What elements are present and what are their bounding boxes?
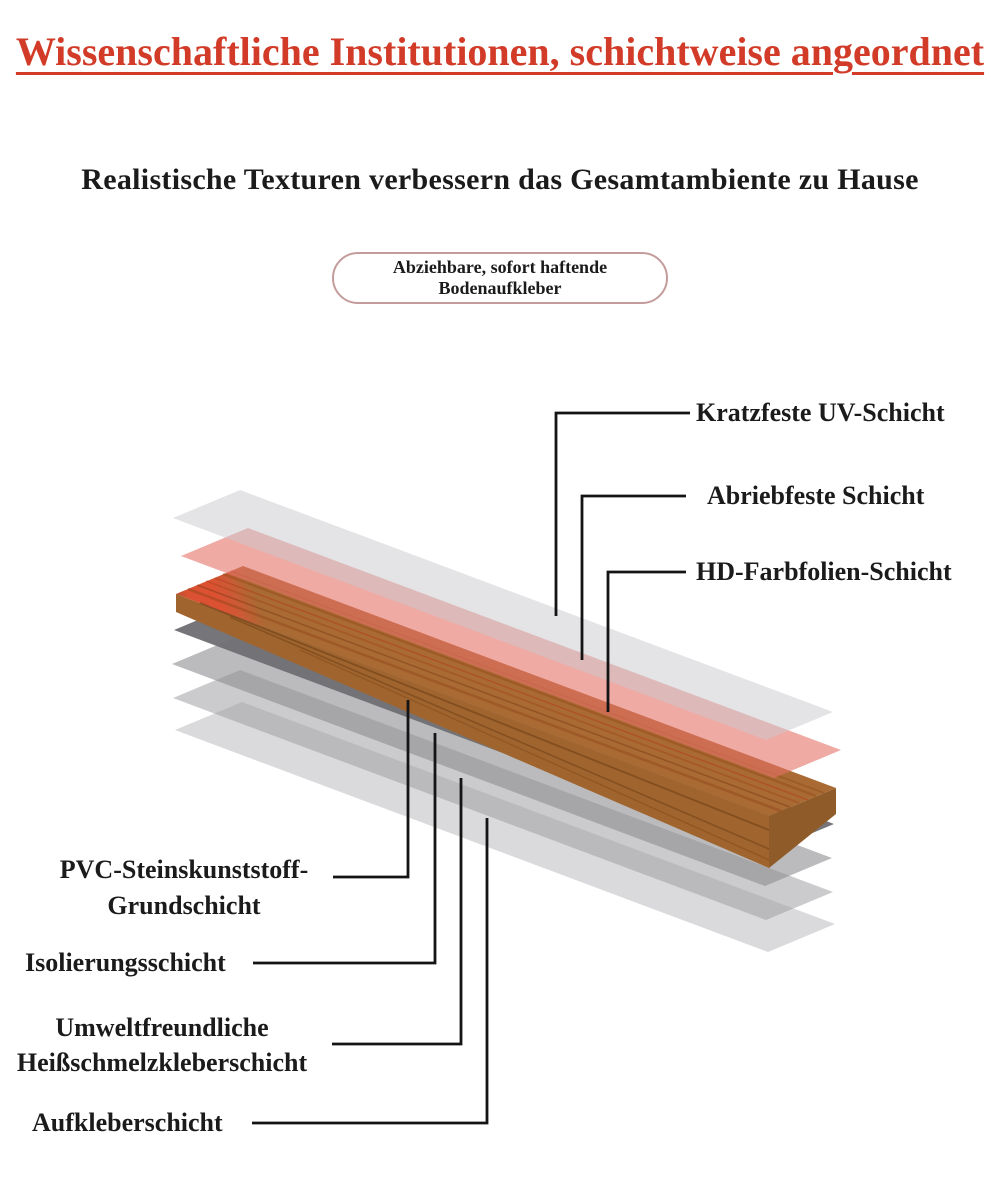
page-subtitle: Realistische Texturen verbessern das Gesamtambiente zu Hause bbox=[81, 163, 919, 196]
badge-line-1: Abziehbare, sofort haftende bbox=[392, 257, 608, 277]
page-title: Wissenschaftliche Institutionen, schichtweise angeordnet bbox=[15, 29, 985, 74]
label-isolierungsschicht: Isolierungsschicht bbox=[25, 948, 226, 977]
label-aufkleberschicht: Aufkleberschicht bbox=[32, 1108, 223, 1137]
badge-line-2: Bodenaufkleber bbox=[438, 278, 562, 298]
leader-line-uv bbox=[556, 413, 690, 616]
label-heissschmelzkleberschicht: Umweltfreundliche Heißschmelzkleberschicht bbox=[16, 1013, 308, 1077]
label-abriebfeste-schicht: Abriebfeste Schicht bbox=[707, 481, 925, 510]
label-pvc-grundschicht: PVC-Steinskunststoff-Grundschicht bbox=[59, 855, 309, 920]
label-hd-farbfolien-schicht: HD-Farbfolien-Schicht bbox=[696, 557, 952, 586]
label-kratzfeste-uv-schicht: Kratzfeste UV-Schicht bbox=[696, 398, 945, 427]
